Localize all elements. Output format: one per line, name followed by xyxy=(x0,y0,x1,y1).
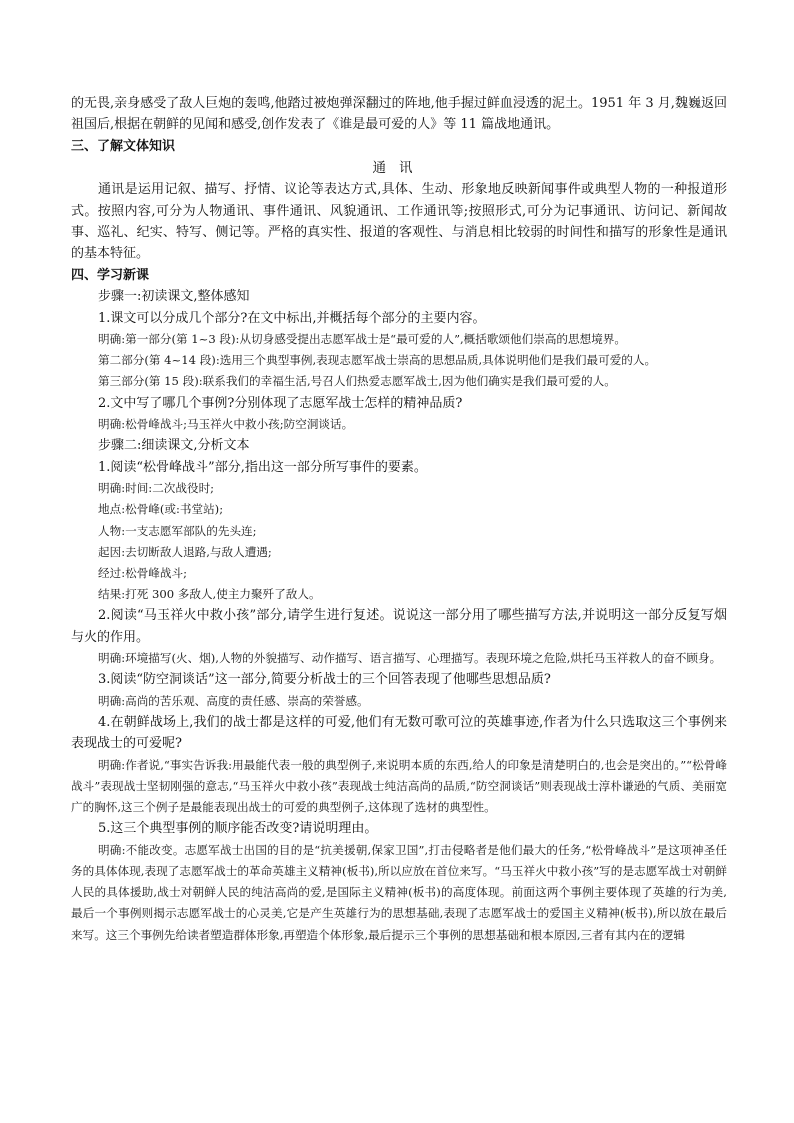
question-3: 1.阅读“松骨峰战斗”部分,指出这一部分所写事件的要素。 xyxy=(98,459,427,475)
genre-description: 通讯是运用记叙、描写、抒情、议论等表达方式,具体、生动、形象地反映新闻事件或典型人物的一种报道形式。按照内容,可分为人物通讯、事件通讯、风貌通讯、工作通讯等;按照形式,可分为记事通讯、访问记、新闻故事、巡礼、纪实、特写、侧记等。严格的真实性、报道的客观性、与消息相比较弱的时间性和描写的形象性是通讯的基本特征。 xyxy=(71,182,727,262)
answer-1-part-3: 第三部分(第 15 段):联系我们的幸福生活,号召人们热爱志愿军战士,因为他们确实是我们最可爱的人。 xyxy=(98,374,616,389)
question-5: 3.阅读“防空洞谈话”这一部分,简要分析战士的三个回答表现了他哪些思想品质? xyxy=(98,672,551,688)
step-two-heading: 步骤二:细读课文,分析文本 xyxy=(98,438,250,454)
question-2: 2.文中写了哪几个事例?分别体现了志愿军战士怎样的精神品质? xyxy=(98,395,463,411)
answer-3-line: 结果:打死 300 多敌人,使主力聚歼了敌人。 xyxy=(98,587,321,602)
answer-7: 明确:不能改变。志愿军战士出国的目的是“抗美援朝,保家卫国”,打击侵略者是他们最大的任务,“松骨峰战斗”是这项神圣任务的具体体现,表现了志愿军战士的革命英雄主义精神(板书),所以应放在首位来写。“马玉祥火中救小孩”写的是志愿军战士对朝鲜人民的具体援助,战士对朝鲜人民的纯洁高尚的爱,是国际主义精神(板书)的高度体现。前面这两个事例主要体现了英雄的行为美,最后一个事例则揭示志愿军战士的心灵美,它是产生英雄行为的思想基础,表现了志愿军战士的爱国主义精神(板书),所以放在最后来写。这三个事例先给读者塑造群体形象,再塑造个体形象,最后提示三个事例的思想基础和根本原因,三者有其内在的逻辑 xyxy=(71,842,727,942)
answer-1-part-1: 明确:第一部分(第 1~3 段):从切身感受提出志愿军战士是“最可爱的人”,概括歌颂他们崇高的思想境界。 xyxy=(98,332,626,347)
answer-6: 明确:作者说,“事实告诉我:用最能代表一般的典型例子,来说明本质的东西,给人的印象是清楚明白的,也会是突出的。”“松骨峰战斗”表现战士坚韧刚强的意志,“马玉祥火中救小孩”表现战士纯洁高尚的品质,“防空洞谈话”则表现战士淳朴谦逊的气质、美丽宽广的胸怀,这三个例子是最能表现出战士的可爱的典型例子,这体现了选材的典型性。 xyxy=(71,757,727,815)
intro-paragraph: 的无畏,亲身感受了敌人巨炮的轰鸣,他踏过被炮弹深翻过的阵地,他手握过鲜血浸透的泥土。1951 年 3 月,魏巍返回祖国后,根据在朝鲜的见闻和感受,创作发表了《谁是最可爱的人》等 11 篇战地通讯。 xyxy=(71,96,727,133)
section-heading-4: 四、学习新课 xyxy=(71,267,150,283)
question-7: 5.这三个典型事例的顺序能否改变?请说明理由。 xyxy=(98,821,378,837)
answer-5: 明确:高尚的苦乐观、高度的责任感、崇高的荣誉感。 xyxy=(98,693,369,708)
question-6: 4.在朝鲜战场上,我们的战士都是这样的可爱,他们有无数可歌可泣的英雄事迹,作者为什么只选取这三个事例来表现战士的可爱呢? xyxy=(71,714,727,752)
answer-3-line: 起因:去切断敌人退路,与敌人遭遇; xyxy=(98,544,272,559)
answer-4: 明确:环境描写(火、烟),人物的外貌描写、动作描写、语言描写、心理描写。表现环境之危险,烘托马玉祥救人的奋不顾身。 xyxy=(98,651,722,666)
section-heading-3: 三、了解文体知识 xyxy=(71,138,176,154)
question-1: 1.课文可以分成几个部分?在文中标出,并概括每个部分的主要内容。 xyxy=(98,310,486,326)
answer-3-line: 经过:松骨峰战斗; xyxy=(98,565,187,580)
question-4: 2.阅读“马玉祥火中救小孩”部分,请学生进行复述。说说这一部分用了哪些描写方法,并说明这一部分反复写烟与火的作用。 xyxy=(71,608,727,645)
answer-3-line: 明确:时间:二次战役时; xyxy=(98,481,215,496)
answer-3-line: 地点:松骨峰(或:书堂站); xyxy=(98,502,224,517)
page-content xyxy=(71,93,727,946)
answer-2: 明确:松骨峰战斗;马玉祥火中救小孩;防空洞谈话。 xyxy=(98,417,354,432)
answer-1-part-2: 第二部分(第 4~14 段):选用三个典型事例,表现志愿军战士崇高的思想品质,具体说明他们是我们最可爱的人。 xyxy=(98,353,657,368)
step-one-heading: 步骤一:初读课文,整体感知 xyxy=(98,289,250,305)
answer-3-line: 人物:一支志愿军部队的先头连; xyxy=(98,523,257,538)
genre-title: 通讯 xyxy=(372,160,426,177)
